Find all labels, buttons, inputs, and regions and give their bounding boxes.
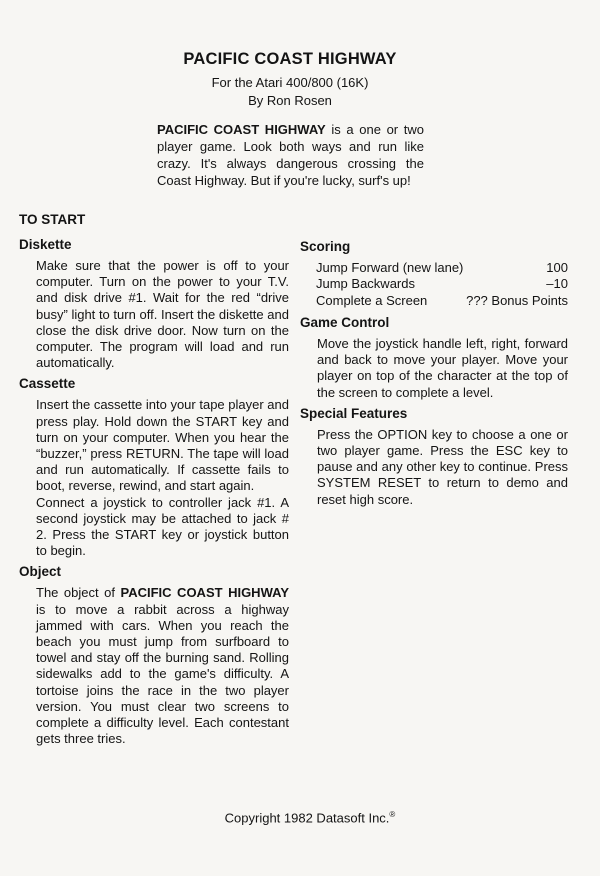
joystick-body: Connect a joystick to controller jack #1. A second joystick may be attached to jack # 2. Press the START key or joystick button to begin. <box>36 494 289 559</box>
cassette-body: Insert the cassette into your tape player and press play. Hold down the START key and turn on your computer. When you hear the “buzzer,” press RETURN. The tape will load and run automatically. If cassette fails to boot, reverse, rewind, and start again. <box>36 397 289 494</box>
object-heading: Object <box>19 564 62 580</box>
scoring-heading: Scoring <box>300 239 351 254</box>
scoring-table <box>300 260 568 309</box>
score-value: 100 <box>546 260 568 275</box>
to-start-heading: TO START <box>19 212 86 227</box>
document-title: PACIFIC COAST HIGHWAY <box>183 50 397 68</box>
author-line: By Ron Rosen <box>248 93 332 108</box>
special-features-body: Press the OPTION key to choose a one or two player game. Press the ESC key to pause and any other key to continue. Press SYSTEM RESET to return to demo and reset high score. <box>317 426 568 507</box>
copyright-line <box>0 810 600 825</box>
game-control-body: Move the joystick handle left, right, forward and back to move your player. Move your player on top of the character at the top of the screen to complete a level. <box>317 335 568 400</box>
left-column <box>19 236 289 751</box>
copyright-text: Copyright 1982 Datasoft Inc. <box>224 810 390 826</box>
platform-subtitle: For the Atari 400/800 (16K) <box>211 75 369 90</box>
registered-mark: ® <box>389 810 396 819</box>
score-row <box>316 260 568 276</box>
score-value: ??? Bonus Points <box>466 292 568 308</box>
score-value: –10 <box>546 276 568 292</box>
special-features-heading: Special Features <box>300 405 408 421</box>
object-game-name: PACIFIC COAST HIGHWAY <box>120 585 289 601</box>
score-row <box>316 276 568 292</box>
score-label: Jump Backwards <box>316 276 415 292</box>
diskette-heading: Diskette <box>19 237 72 252</box>
intro-paragraph <box>157 121 424 189</box>
intro-game-name: PACIFIC COAST HIGHWAY <box>157 122 326 137</box>
game-control-heading: Game Control <box>300 314 390 330</box>
right-column <box>300 238 568 512</box>
diskette-body: Make sure that the power is off to your computer. Turn on the power to your T.V. and disk drive #1. Wait for the red “drive busy” light to turn off. Insert the diskette and close the disk drive door. Now turn on the computer. The program will load and run automatically. <box>36 258 289 371</box>
object-body <box>36 585 289 747</box>
object-prefix: The object of <box>36 585 121 601</box>
intro-text: is a one or two player game. Look both ways and run like crazy. It's always dangerous crossing the Coast Highway. But if you're lucky, surf's up! <box>157 122 425 188</box>
score-label: Complete a Screen <box>316 292 428 308</box>
object-text: is to move a rabbit across a highway jammed with cars. When you reach the beach you must jump from surfboard to towel and stay off the burning sand. Rolling sidewalks add to the game's difficulty. A tortoise joins the race in the two player version. You must clear two screens to complete a difficulty level. Each contestant gets three tries. <box>36 601 289 747</box>
score-label: Jump Forward (new lane) <box>316 260 464 275</box>
score-row <box>316 293 568 309</box>
cassette-heading: Cassette <box>19 376 76 392</box>
